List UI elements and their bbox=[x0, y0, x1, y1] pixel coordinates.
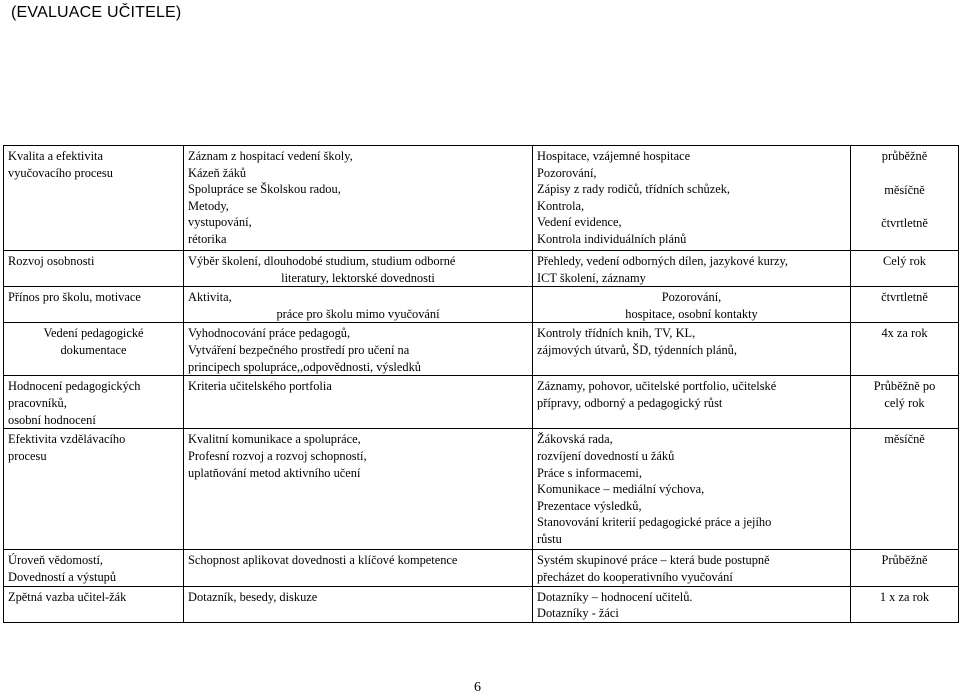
methods-line: Komunikace – mediální výchova, bbox=[537, 482, 705, 497]
area-line: Úroveň vědomostí, bbox=[8, 553, 103, 568]
table-row bbox=[4, 429, 959, 550]
evaluation-table-body bbox=[4, 146, 959, 623]
page-number: 6 bbox=[474, 680, 481, 695]
area-line: Dovedností a výstupů bbox=[8, 569, 117, 584]
content-cell bbox=[184, 323, 533, 376]
timing-line: Celý rok bbox=[882, 254, 927, 268]
timing-line: čtvrtletně bbox=[881, 290, 928, 305]
content-cell bbox=[184, 287, 533, 323]
content-cell bbox=[184, 146, 533, 251]
timing-line: 1 x za rok bbox=[879, 589, 930, 604]
table-row bbox=[4, 146, 959, 251]
area-cell bbox=[4, 376, 184, 429]
table-row bbox=[4, 550, 959, 586]
timing-cell bbox=[851, 550, 959, 586]
area-line: Vedení pedagogické bbox=[43, 326, 144, 341]
methods-cell bbox=[533, 586, 851, 622]
area-cell bbox=[4, 146, 184, 251]
area-line: vyučovacího procesu bbox=[8, 165, 113, 180]
content-line: Záznam z hospitací vedení školy, bbox=[188, 149, 353, 163]
area-line: Zpětná vazba učitel-žák bbox=[8, 589, 127, 604]
area-line: Hodnocení pedagogických bbox=[8, 379, 141, 394]
document-heading: (EVALUACE UČITELE) bbox=[11, 4, 182, 21]
content-line: literatury, lektorské dovednosti bbox=[281, 270, 435, 285]
methods-cell bbox=[533, 287, 851, 323]
table-row bbox=[4, 323, 959, 376]
content-cell bbox=[184, 251, 533, 287]
timing-cell bbox=[851, 251, 959, 287]
methods-line: Hospitace, vzájemné hospitace bbox=[537, 149, 691, 163]
methods-line: Přehledy, vedení odborných dílen, jazykové kurzy, bbox=[537, 254, 788, 268]
content-line: Kvalitní komunikace a spolupráce, bbox=[188, 432, 361, 447]
methods-line: růstu bbox=[537, 531, 562, 546]
content-cell bbox=[184, 376, 533, 429]
methods-cell bbox=[533, 146, 851, 251]
table-row bbox=[4, 251, 959, 287]
area-line: procesu bbox=[8, 448, 47, 463]
timing-cell bbox=[851, 146, 959, 251]
content-line: rétorika bbox=[188, 231, 227, 246]
timing-line: Průběžně po bbox=[873, 379, 936, 394]
content-cell bbox=[184, 429, 533, 550]
methods-line: Kontrola individuálních plánů bbox=[537, 231, 687, 246]
content-line: Vyhodnocování práce pedagogů, bbox=[188, 326, 351, 341]
methods-line: Žákovská rada, bbox=[537, 432, 613, 447]
table-row bbox=[4, 586, 959, 622]
timing-cell bbox=[851, 586, 959, 622]
timing-line: měsíčně bbox=[884, 182, 925, 197]
methods-line: ICT školení, záznamy bbox=[537, 270, 646, 285]
methods-line: Zápisy z rady rodičů, třídních schůzek, bbox=[537, 182, 731, 197]
methods-line: Dotazníky – hodnocení učitelů. bbox=[537, 589, 693, 604]
content-cell bbox=[184, 550, 533, 586]
methods-cell bbox=[533, 376, 851, 429]
content-line: Aktivita, bbox=[188, 290, 232, 305]
timing-cell bbox=[851, 287, 959, 323]
methods-line: Kontroly třídních knih, TV, KL, bbox=[537, 326, 696, 341]
table-row bbox=[4, 376, 959, 429]
timing-cell bbox=[851, 323, 959, 376]
area-cell bbox=[4, 251, 184, 287]
content-line: uplatňování metod aktivního učení bbox=[188, 465, 361, 480]
table-row bbox=[4, 287, 959, 323]
area-line: Rozvoj osobnosti bbox=[8, 254, 95, 268]
content-line: práce pro školu mimo vyučování bbox=[276, 306, 440, 321]
methods-cell bbox=[533, 429, 851, 550]
area-cell bbox=[4, 429, 184, 550]
methods-line: Práce s informacemi, bbox=[537, 465, 642, 480]
methods-line: Prezentace výsledků, bbox=[537, 498, 642, 513]
methods-line: hospitace, osobní kontakty bbox=[625, 306, 758, 321]
timing-line: celý rok bbox=[884, 395, 925, 410]
methods-line: Stanovování kriterií pedagogické práce a jejího bbox=[537, 515, 772, 530]
content-line: Metody, bbox=[188, 198, 229, 213]
methods-line: přecházet do kooperativního vyučování bbox=[537, 569, 733, 584]
methods-line: přípravy, odborný a pedagogický růst bbox=[537, 395, 723, 410]
area-cell bbox=[4, 550, 184, 586]
methods-line: Pozorování, bbox=[537, 165, 597, 180]
methods-line: Pozorování, bbox=[661, 290, 722, 305]
content-line: principech spolupráce,,odpovědnosti, výsledků bbox=[188, 359, 421, 374]
area-line: pracovníků, bbox=[8, 395, 67, 410]
content-line: Kriteria učitelského portfolia bbox=[188, 379, 332, 394]
timing-cell bbox=[851, 429, 959, 550]
content-cell bbox=[184, 586, 533, 622]
timing-line: průběžně bbox=[881, 149, 928, 163]
methods-line: Kontrola, bbox=[537, 198, 585, 213]
timing-line: čtvrtletně bbox=[881, 216, 928, 231]
timing-line: 4x za rok bbox=[881, 326, 928, 341]
content-line: Profesní rozvoj a rozvoj schopností, bbox=[188, 448, 367, 463]
content-line: Dotazník, besedy, diskuze bbox=[188, 589, 318, 604]
methods-line: Záznamy, pohovor, učitelské portfolio, učitelské bbox=[537, 379, 777, 394]
content-line: Spolupráce se Školskou radou, bbox=[188, 182, 341, 197]
methods-line: zájmových útvarů, ŠD, týdenních plánů, bbox=[537, 342, 737, 357]
area-line: Efektivita vzdělávacího bbox=[8, 432, 126, 447]
methods-cell bbox=[533, 550, 851, 586]
content-line: vystupování, bbox=[188, 215, 252, 230]
evaluation-table bbox=[3, 145, 959, 623]
area-line: dokumentace bbox=[60, 342, 127, 357]
methods-line: Systém skupinové práce – která bude postupně bbox=[537, 553, 770, 568]
methods-line: Dotazníky - žáci bbox=[537, 606, 619, 621]
timing-line: Průběžně bbox=[881, 553, 928, 568]
area-cell bbox=[4, 323, 184, 376]
timing-line: měsíčně bbox=[884, 432, 925, 447]
area-line: Přínos pro školu, motivace bbox=[8, 290, 141, 305]
area-line: Kvalita a efektivita bbox=[8, 149, 103, 163]
content-line: Výběr školení, dlouhodobé studium, studium odborné bbox=[188, 254, 456, 268]
content-line: Schopnost aplikovat dovednosti a klíčové kompetence bbox=[188, 553, 458, 568]
methods-line: rozvíjení dovedností u žáků bbox=[537, 448, 675, 463]
area-line: osobní hodnocení bbox=[8, 412, 96, 427]
area-cell bbox=[4, 287, 184, 323]
area-cell bbox=[4, 586, 184, 622]
methods-line: Vedení evidence, bbox=[537, 215, 622, 230]
timing-cell bbox=[851, 376, 959, 429]
content-line: Kázeň žáků bbox=[188, 165, 247, 180]
content-line: Vytváření bezpečného prostředí pro učení na bbox=[188, 342, 410, 357]
methods-cell bbox=[533, 251, 851, 287]
methods-cell bbox=[533, 323, 851, 376]
